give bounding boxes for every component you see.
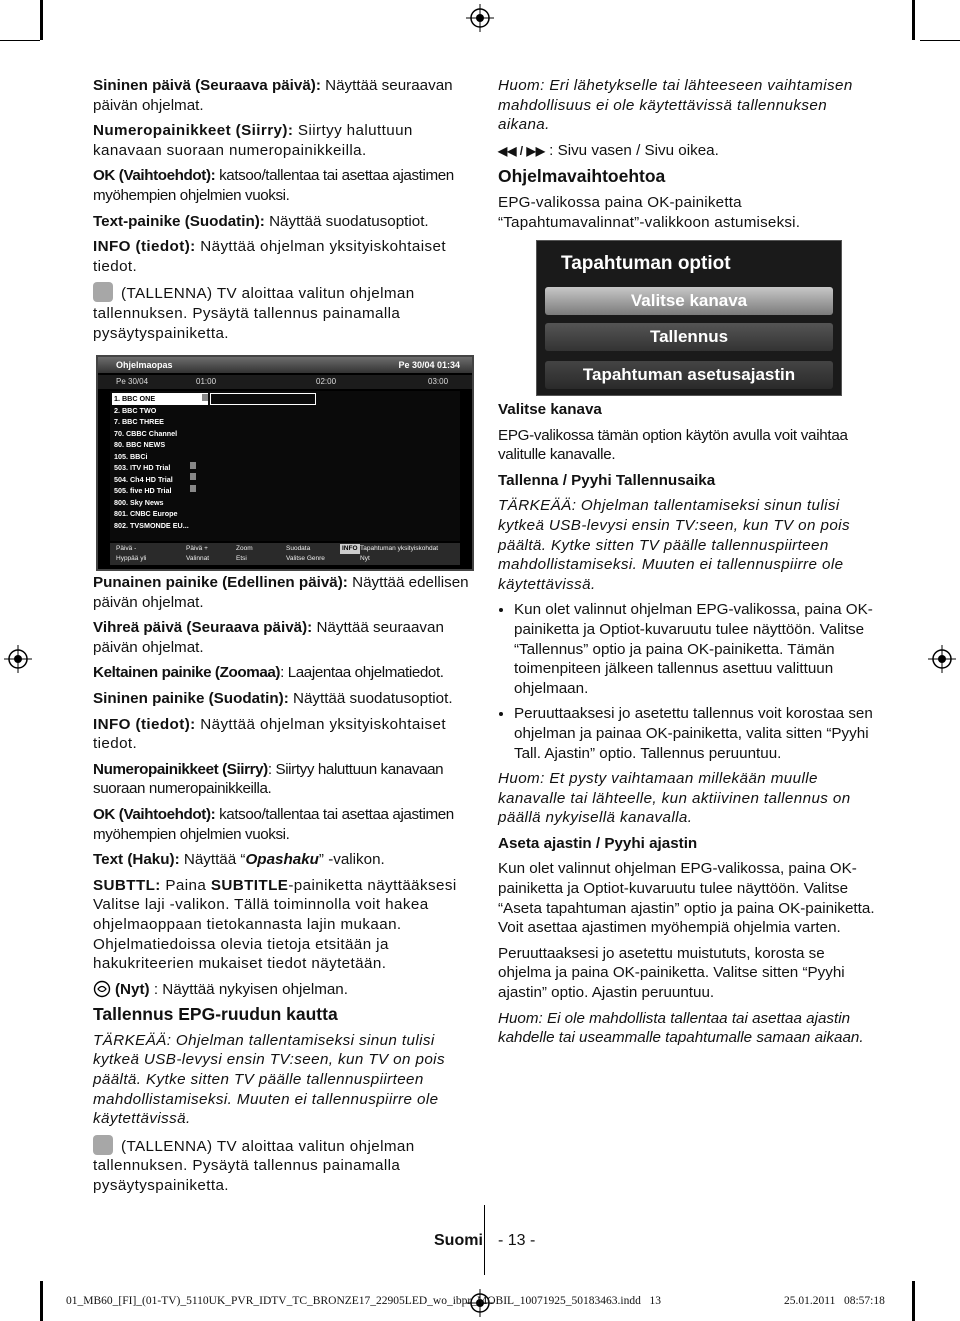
page-number: - 13 -: [498, 1232, 536, 1249]
desc: : Siirtyy haluttuun kanavaan suoraan numeropainikkeilla.: [93, 760, 444, 798]
epg-flag-icon: [190, 462, 196, 469]
desc: Näyttää seuraavan päivän ohjelmat.: [93, 77, 453, 114]
legend-label: Valinnat: [186, 555, 210, 562]
term: Sininen päivä (Seuraava päivä):: [93, 77, 321, 94]
epg-timebar: [98, 375, 472, 389]
para-blue-day: [93, 76, 475, 115]
desc: Paina: [160, 876, 211, 894]
right-column-bottom: [498, 400, 880, 1054]
heading-record-delete: Tallenna / Pyyhi Tallennusaika: [498, 471, 716, 489]
legend-info-key: INFO: [342, 545, 358, 552]
term: Text (Haku):: [93, 851, 180, 869]
crop-mark-bottom-left: [40, 1281, 43, 1321]
epg-channel-row[interactable]: 70. CBBC Channel: [114, 428, 178, 438]
heading-set-timer: Aseta ajastin / Pyyhi ajastin: [498, 834, 698, 852]
desc: katsoo/tallentaa tai asettaa ajastimen myöhempien ohjelmien vuoksi.: [93, 805, 454, 843]
legend-blue: [286, 544, 325, 564]
para-important: TÄRKEÄÄ: Ohjelman tallentamiseksi sinun tulisi kytkeä USB-levysi ensin TV:seen, kun TV on pois päältä. Kytke sitten TV päälle tallennuspiirteen mahdollistamiseksi. Muuten ei tallennuspiirre ole käytettävissä.: [93, 1031, 445, 1128]
crop-mark-top-left: [40, 0, 43, 40]
crop-mark-bottom-right: [912, 1281, 915, 1321]
epg-channel-row[interactable]: 800. Sky News: [114, 497, 164, 507]
left-column-top: [93, 76, 475, 349]
option-item-set-timer[interactable]: Tapahtuman asetusajastin: [545, 361, 833, 389]
para-cancel-timer: Peruuttaaksesi jo asetettu muistututs, korosta se ohjelma ja paina OK-painiketta. Valitse sitten “Pyyhi ajastin” optio. Ajastin peruuntuu.: [498, 944, 845, 1002]
legend-red: [116, 544, 146, 564]
desc: Näyttää edellisen päivän ohjelmat.: [93, 574, 469, 611]
epg-flag-icon: [202, 394, 208, 401]
para-select-channel: EPG-valikossa tämän option käytön avulla voit vaihtaa valitulle kanavalle.: [498, 426, 848, 464]
epg-flag-icon: [190, 473, 196, 480]
option-item-select-channel[interactable]: Valitse kanava: [545, 287, 833, 315]
page-left-right-icon: ◀◀ / ▶▶: [498, 143, 545, 158]
option-item-record[interactable]: Tallennus: [545, 323, 833, 351]
desc: Näyttää ohjelman yksityiskohtaiset tiedot.: [93, 238, 446, 275]
desc: : Sivu vasen / Sivu oikea.: [544, 141, 719, 159]
registration-target-icon-right: [928, 645, 956, 673]
desc: Näyttää ohjelman yksityiskohtaiset tiedot.: [93, 715, 446, 753]
epg-day: Pe 30/04: [116, 377, 149, 386]
legend-label: Etsi: [236, 555, 247, 562]
left-column-bottom: [93, 573, 475, 1202]
term-italic: Opashaku: [245, 851, 319, 869]
desc: : Näyttää nykyisen ohjelman.: [149, 980, 348, 998]
epg-channel-row[interactable]: 7. BBC THREE: [114, 417, 164, 426]
right-column-top: [498, 76, 880, 238]
crop-mark-top-right-h: [920, 40, 960, 41]
para-text-search: [93, 850, 475, 870]
print-file-info: 01_MB60_[FI]_(01-TV)_5110UK_PVR_IDTV_TC_BRONZE17_22905LED_wo_ibpr_MOBIL_10071925_50183463.indd 13: [66, 1295, 661, 1307]
desc: ” -valikon.: [318, 851, 385, 869]
para-epg-options: [498, 193, 880, 232]
bullet-item: • Peruuttaaksesi jo asetettu tallennus voit korostaa sen ohjelman ja painaa OK-painiketta, valita sitten “Pyyhi Tall. Ajastin” optio. Tallennus peruuntuu.: [514, 704, 880, 763]
epg-header: [98, 357, 472, 373]
epg-time: 01:00: [196, 377, 217, 386]
crop-mark-top-right: [912, 0, 915, 40]
para-yellow-button: [93, 663, 475, 683]
para-number-keys: [93, 121, 475, 160]
epg-title: Ohjelmaopas: [116, 360, 173, 370]
registration-target-icon-left: [4, 645, 32, 673]
legend-label: Valitse Genre: [286, 555, 325, 562]
desc: EPG-valikossa paina OK-painiketta “Tapahtumavalinnat”-valikkoon astumiseksi.: [498, 193, 801, 231]
desc: (TALLENNA) TV aloittaa valitun ohjelman tallennuksen. Pysäytä tallennus painamalla pysäytyspainiketta.: [93, 285, 415, 342]
registration-target-icon-top: [466, 4, 494, 32]
epg-channel-row[interactable]: 801. CNBC Europe: [114, 509, 178, 518]
epg-time: 02:00: [316, 377, 337, 386]
term: OK (Vaihtoehdot):: [93, 167, 216, 185]
epg-channel-row[interactable]: 1. BBC ONE: [112, 393, 208, 405]
term: OK (Vaihtoehdot):: [93, 805, 216, 823]
para-info-2: [93, 715, 475, 754]
desc: : Laajentaa ohjelmatiedot.: [280, 664, 444, 682]
para-blue-button: [93, 689, 475, 709]
epg-screenshot: [96, 355, 474, 571]
epg-channel-row[interactable]: 105. BBCi: [114, 451, 148, 461]
record-bullets: [498, 600, 880, 763]
para-important-right: TÄRKEÄÄ: Ohjelman tallentamiseksi sinun tulisi kytkeä USB-levysi ensin TV:seen, kun TV on pois päältä. Kytke sitten TV päälle tallennuspiirteen mahdollistamiseksi. Muuten ei tallennuspiirre ole käytettävissä.: [498, 497, 850, 593]
desc: Näyttää suodatusoptiot.: [288, 689, 453, 707]
term: INFO (tiedot):: [93, 715, 196, 733]
legend-label: Päivä +: [186, 545, 208, 552]
desc: Näyttää suodatusoptiot.: [264, 212, 429, 230]
legend-yellow: [236, 544, 253, 564]
footer-language: Suomi: [434, 1232, 483, 1249]
para-number-keys-2: [93, 760, 475, 799]
para-red-button: [93, 573, 475, 612]
epg-grid: [110, 391, 460, 541]
para-page-nav: [498, 141, 880, 162]
desc: Näyttää “: [179, 851, 246, 869]
para-ok: [93, 166, 475, 205]
now-button-icon: [93, 980, 111, 998]
term: INFO (tiedot):: [93, 238, 196, 256]
term: (Nyt): [115, 980, 150, 998]
term: Text-painike (Suodatin):: [93, 212, 265, 230]
term: SUBTTL:: [93, 876, 161, 894]
record-button-icon: [93, 282, 113, 302]
epg-channel-row[interactable]: 802. TVSMONDE EU...: [114, 520, 189, 530]
epg-time: 03:00: [428, 377, 449, 386]
heading-recording-via-epg: Tallennus EPG-ruudun kautta: [93, 1004, 338, 1025]
legend-label: Suodata: [286, 545, 311, 552]
column-divider: [484, 1205, 485, 1275]
term: SUBTITLE: [210, 876, 289, 894]
desc: -painiketta näyttääksesi Valitse laji -valikon. Tällä toiminnolla voit hakea ohjelmaoppaan tietokannasta lajin mukaan. Ohjelmatiedoissa olevia tietoja etsitään ja hakukriteerien mukaiset tiedot näytetään.: [93, 876, 457, 973]
desc: (TALLENNA) TV aloittaa valitun ohjelman tallennuksen. Pysäytä tallennus painamalla pysäytyspainiketta.: [93, 1137, 415, 1195]
epg-channel-row[interactable]: 504. Ch4 HD Trial: [114, 474, 173, 484]
para-ok-2: [93, 805, 475, 844]
legend-green: [186, 544, 209, 564]
legend-label: Päivä -: [116, 545, 137, 552]
para-set-timer: Kun olet valinnut ohjelman EPG-valikossa, paina OK-painiketta ja Optiot-kuvaruutu tulee näyttöön. Valitse “Aseta tapahtuman ajastin” optio ja paina OK-painiketta. Voit asettaa ajastimen myöhempiä ohjelmia varten.: [498, 860, 875, 937]
term: Keltainen painike (Zoomaa): [93, 664, 281, 682]
heading-select-channel: Valitse kanava: [498, 401, 602, 418]
epg-channel-row[interactable]: 2. BBC TWO: [114, 405, 157, 415]
bullet-item: • Kun olet valinnut ohjelman EPG-valikossa, paina OK-painiketta ja Optiot-kuvaruutu tulee näyttöön. Valitse “Tallennus” optio ja paina OK-painiketta. Tämän toimenpiteen jälkeen tallennus asettuu valittuun ohjelmaan.: [514, 600, 880, 698]
term: Numeropainikkeet (Siirry):: [93, 122, 294, 140]
epg-channel-row[interactable]: 503. ITV HD Trial: [114, 463, 171, 472]
para-info: [93, 237, 475, 276]
legend-info: [360, 544, 438, 564]
legend-label: Zoom: [236, 545, 253, 552]
para-record: [93, 282, 475, 343]
desc: Näyttää seuraavan päivän ohjelmat.: [93, 619, 444, 656]
epg-channel-row[interactable]: 505. five HD Trial: [114, 486, 172, 495]
para-note-overlap: Huom: Ei ole mahdollista tallentaa tai asettaa ajastin kahdelle tai useammalle tapahtumalle samaan aikaan.: [498, 1009, 864, 1047]
print-date: 25.01.2011 08:57:18: [784, 1295, 885, 1307]
para-note-switch: Huom: Eri lähetykselle tai lähteeseen vaihtamisen mahdollisuus ei ole käytettävissä tallennuksen aikana.: [498, 77, 853, 134]
term: Vihreä päivä (Seuraava päivä):: [93, 619, 313, 637]
para-subttl: [93, 876, 475, 974]
epg-legend: [110, 543, 460, 565]
heading-program-options: Ohjelmavaihtoehtoa: [498, 166, 666, 187]
desc: katsoo/tallentaa tai asettaa ajastimen myöhempien ohjelmien vuoksi.: [93, 167, 454, 204]
para-note-channel: Huom: Et pysty vaihtamaan millekään muulle kanavalle tai lähteelle, kun aktiivinen tallennus on päällä nykyisellä kanavalla.: [498, 770, 851, 827]
term: Punainen painike (Edellinen päivä):: [93, 574, 348, 591]
epg-flag-icon: [190, 485, 196, 492]
term: Numeropainikkeet (Siirry): [93, 760, 268, 778]
para-now: [93, 980, 475, 1000]
desc: Siirtyy haluttuun kanavaan suoraan numeropainikkeilla.: [93, 122, 413, 159]
crop-mark-top-left-h: [0, 40, 40, 41]
record-button-icon: [93, 1135, 113, 1155]
para-green-day: [93, 618, 475, 657]
legend-label: Hyppää yli: [116, 555, 147, 562]
legend-label: Tapahtuman yksityiskohdat: [360, 545, 439, 552]
para-record-2: [93, 1135, 475, 1196]
options-menu-title: Tapahtuman optiot: [561, 253, 731, 274]
event-options-screenshot: [536, 240, 842, 396]
epg-clock: Pe 30/04 01:34: [398, 360, 460, 370]
legend-label: Nyt: [360, 555, 370, 562]
para-text: [93, 212, 475, 232]
term: Sininen painike (Suodatin):: [93, 689, 289, 707]
epg-selected-cell[interactable]: [210, 393, 316, 405]
epg-channel-row[interactable]: 80. BBC NEWS: [114, 440, 166, 449]
